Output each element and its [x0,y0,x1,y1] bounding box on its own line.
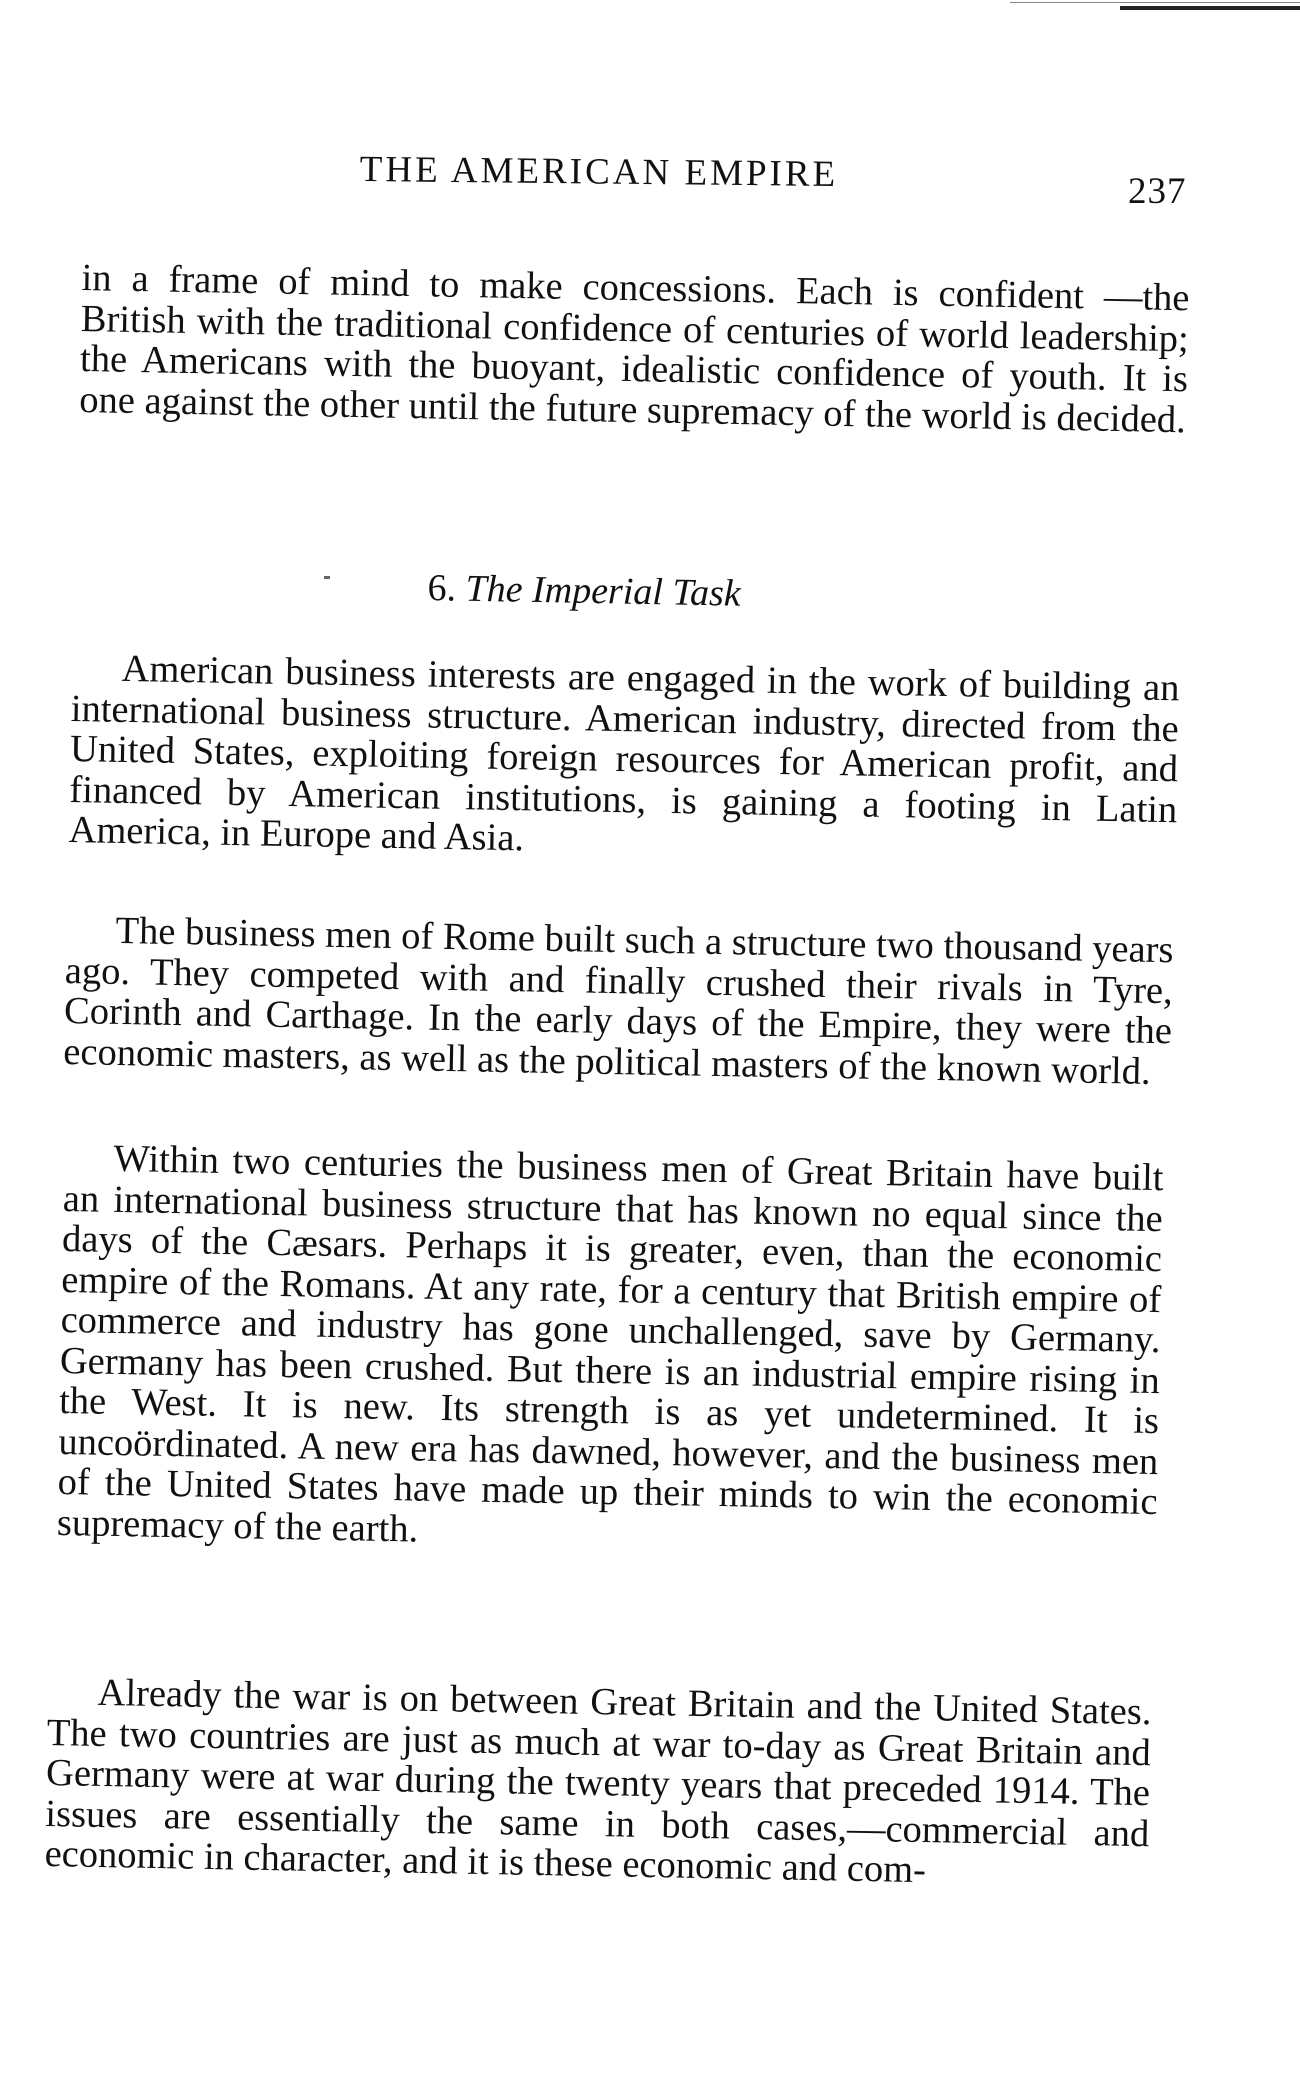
section-number: 6. [427,566,457,610]
paragraph: The business men of Rome built such a structure two thousand years ago. They competed with and finally crushed their rivals in Tyre, Corinth and Carthage. In the early days of the Empire, they were the economic masters, as well as the political masters of the known world. [63,909,1174,1093]
paragraph: American business interests are engaged in the work of building an international business structure. American industry, directed from the United States, exploiting foreign resources for American profit, and financed by American institutions, is gaining a footing in Latin America, in Europe and Asia. [68,647,1180,860]
section-title: The Imperial Task [465,567,742,615]
section-heading [427,566,741,616]
scan-edge-line [1010,2,1300,3]
paragraph-continuation: in a frame of mind to make concessions. Each is confident —the British with the traditional confidence of centuries of world leadership; the Americans with the buoyant, idealistic confidence of youth. It is one against the other until the future supremacy of the world is decided. [79,257,1190,441]
paragraph: Already the war is on between Great Britain and the United States. The two countries are just as much at war to-day as Great Britain and Germany were at war during the twenty years that preceded 1914. The issues are essentially the same in both cases,—commercial and economic in character, and it is these economic and com- [44,1671,1152,1892]
page-number: 237 [1128,171,1187,212]
paragraph: Within two centuries the business men of Great Britain have built an international business structure that has known no equal since the days of the Cæsars. Perhaps it is greater, even, than the economic empire of the Romans. At any rate, for a century that British empire of commerce and industry has gone unchallenged, save by Germany. Germany has been crushed. But there is an industrial empire rising in the West. It is new. Its strength is as yet undetermined. It is uncoördinated. A new era has dawned, however, and the business men of the United States have made up their minds to win the economic supremacy of the earth. [56,1137,1164,1551]
running-title: THE AMERICAN EMPIRE [359,148,839,196]
stray-ink-mark [324,576,330,579]
scan-edge-bar [1120,6,1300,10]
